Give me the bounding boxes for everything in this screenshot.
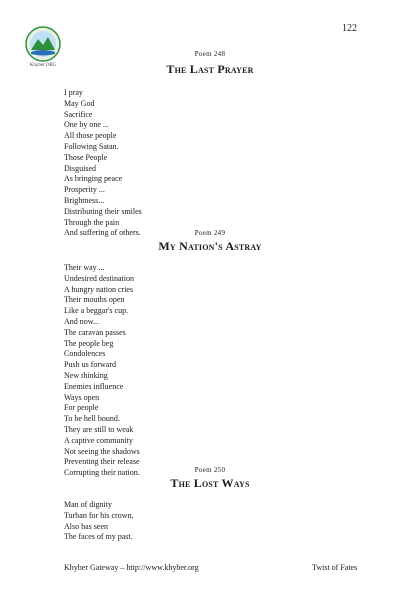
poem-line: Man of dignity [64,500,112,509]
footer-source: Khyber Gateway – http://www.khyber.org [64,563,199,572]
poem-line: Ways open [64,392,100,402]
poem-line: A captive community [64,435,133,445]
poem-line: For people [64,403,99,413]
poem-line: A hungry nation cries [64,284,134,294]
poem-line: Condolences [64,349,106,359]
poem-line: As bringing peace [64,174,123,184]
poem-lines [64,263,140,479]
poem-line: Push us forward [64,360,116,370]
page-number: 122 [342,23,357,34]
poem-number: Poem 249 [194,229,226,237]
footer-book-title: Twist of Fates [312,563,358,572]
poem-line: Those People [64,152,108,162]
poem-line: All those people [64,131,117,141]
poem-title: My Nation's Astray [158,239,262,253]
poem-line: And suffering of others. [64,228,141,238]
poem-line: Corrupting their nation. [64,468,140,478]
poem-line: They are still to weak [64,424,134,434]
poem-line: Like a beggar's cup. [64,306,129,316]
poem-lines [64,500,133,543]
logo-caption: Khyber.ORG [29,63,57,68]
poem-number: Poem 248 [194,50,226,58]
poem-line: I pray [64,88,83,97]
poem-line: The caravan passes [64,327,126,337]
poem-line: Through the pain [64,217,120,227]
poem-line: The people beg [64,338,114,348]
poem-line: And now... [64,316,100,326]
poem-line: May God [64,98,95,108]
poem-line: Not seeing the shadows [64,446,140,456]
poem-number: Poem 250 [194,466,226,474]
poem-line: Prosperity ... [64,185,105,195]
poem-line: The faces of my past. [64,532,133,542]
poem-line: One by one ... [64,120,109,130]
poem-title: The Lost Ways [170,476,250,490]
poem-line: Distributing their smiles [64,206,142,216]
poem-title: The Last Prayer [166,62,254,76]
poem-line: Disguised [64,163,96,173]
poem-line: Brightness... [64,195,105,205]
poem-line: Sacrifice [64,109,93,119]
poem-line: Preventing their release [64,457,140,467]
poem-lines [64,88,142,239]
poem-line: Following Satan. [64,141,119,151]
poem-line: Their mouths open [64,295,125,305]
poem-line: To be hell bound. [64,414,120,424]
poem-line: Also has seen [64,521,108,531]
poem-line: Enemies influence [64,381,124,391]
poem-line: Turban for his crown, [64,510,134,520]
poem-line: Their way ... [64,263,105,272]
poem-line: New thinking [64,370,108,380]
poem-line: Undesired destination [64,273,134,283]
